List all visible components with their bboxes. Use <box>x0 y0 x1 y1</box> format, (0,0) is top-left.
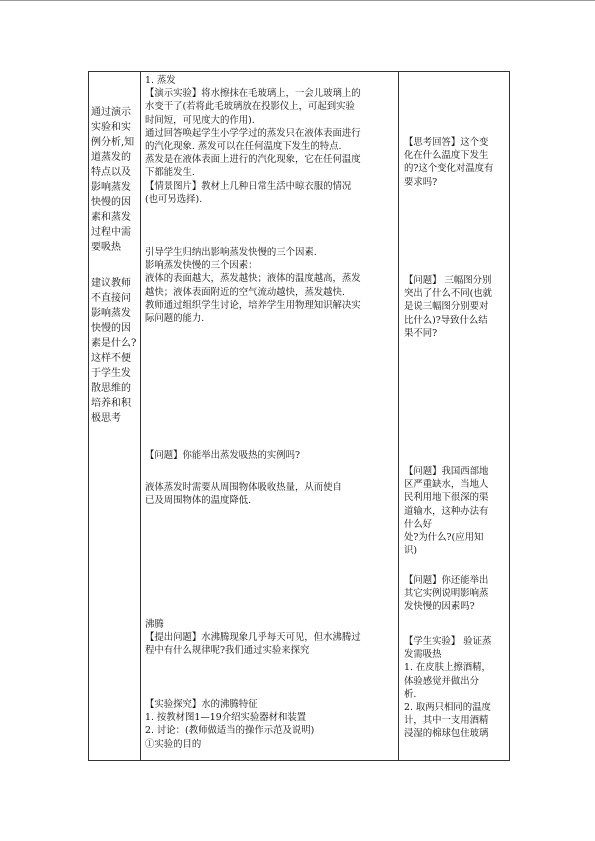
question-western-water: 【问题】我国西部地 区严重缺水，当地人 民利用地下很深的渠 道输水，这种办法有 什么好 处?为什么?(应用知 识) <box>404 466 489 557</box>
teaching-suggestion-text: 建议教师不直接问影响蒸发快慢的因素是什么?这样不便于学生发散思维的培养和积极思考 <box>91 278 137 424</box>
evaporation-section: 1. 蒸发 【演示实验】将水擦抹在毛玻璃上，一会儿玻璃上的 水变干了(若将此毛玻璃放在投影仪上，可起到实验 时间短，可见度大的作用). 通过回答唤起学生小学学过的蒸发只在液体表面进行 的汽化现象. 蒸发可以在任何温度下发生的特点. 蒸发是在液体表面上进行的汽化现象，它在任何温度 下都能发生. 【情景图片】教材上几种日常生活中晾衣服的情况 (也可另选择). <box>145 75 361 205</box>
boiling-section: 沸腾 【提出问题】水沸腾现象几乎每天可见，但水沸腾过 程中有什么规律呢?我们通过实验来探究 <box>145 619 361 657</box>
boiling-experiment-section: 【实验探究】水的沸腾特征 1. 按教材图1—19介绍实验器材和装置 2. 讨论：(教师做适当的操作示范及说明) ①实验的目的 <box>145 699 315 750</box>
heat-absorption-question: 【问题】你能举出蒸发吸热的实例吗? <box>145 450 301 461</box>
objectives-column <box>89 72 140 760</box>
student-activity-column <box>399 72 511 760</box>
question-more-examples: 【问题】你还能举出 其它实例说明影响蒸 发快慢的因素吗? <box>404 575 489 613</box>
teaching-process-column <box>141 72 398 760</box>
page-top-rule <box>0 0 595 1</box>
lesson-table <box>88 71 510 761</box>
student-experiment-section: 【学生实验】 验证蒸 发需吸热 1. 在皮肤上擦酒精， 体验感觉并做出分 析. 2. 取两只相同的温度 计，其中一支用酒精 浸湿的棉球包住玻璃 <box>404 636 492 740</box>
think-answer-prompt: 【思考回答】这个变 化在什么温度下发生 的?这个变化对温度有 要求吗? <box>404 137 494 188</box>
evaporation-factors-section: 引导学生归纳出影响蒸发快慢的三个因素. 影响蒸发快慢的三个因素： 液体的表面越大，蒸发越快；液体的温度越高，蒸发 越快；液体表面附近的空气流动越快，蒸发越快. 教师通过组织学生讨论，培养学生用物理知识解决实 际问题的能力. <box>145 247 361 325</box>
question-three-pictures: 【问题】 三幅图分别 突出了什么不同(也就 是说三幅图分别要对 比什么)?导致什么结 果不同? <box>404 275 493 339</box>
heat-absorption-explanation: 液体蒸发时需要从周围物体吸收热量，从而使自 已及周围物体的温度降低. <box>145 482 342 507</box>
objective-text: 通过演示实验和实例分析,知道蒸发的特点以及影响蒸发快慢的因素和蒸发过程中需要吸热 <box>91 107 135 253</box>
